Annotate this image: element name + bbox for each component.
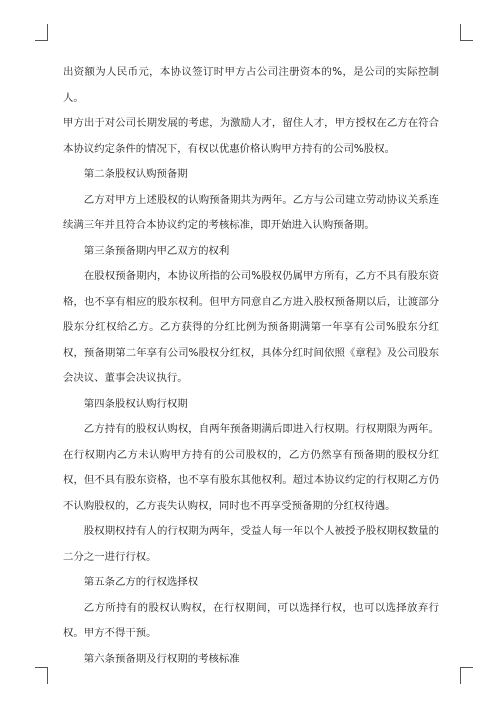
heading-article-4: 第四条股权认购行权期 — [83, 397, 188, 410]
heading-article-5: 第五条乙方的行权选择权 — [83, 576, 199, 588]
paragraph-rights-during-preparation: 在股权预备期内，本协议所指的公司%股权仍属甲方所有，乙方不具有股东资格，也不享有相应的股东权利。但甲方同意自乙方进入股权预备期以后，让渡部分股东分红权给乙方。乙方获得的分红比例为预备期满第一年享有公司%股东分红权，预备期第二年享有公司%股权分红权，具体分红时间依照《章程》及公司股东会决议、董事会决议执行。 — [63, 270, 439, 384]
paragraph-exercise-period: 乙方持有的股权认购权，自两年预备期满后即进入行权期。行权期限为两年。在行权期内乙方未认购甲方持有的公司股权的，乙方仍然享有预备期的股权分红权，但不具有股东资格，也不享有股东其他权利。超过本协议约定的行权期乙方仍不认购股权的，乙方丧失认购权，同时也不再享受预备期的分红权待遇。 — [63, 423, 439, 512]
crop-mark-top-right — [460, 24, 473, 41]
heading-article-2: 第二条股权认购预备期 — [83, 168, 188, 180]
heading-article-6: 第六条预备期及行权期的考核标准 — [83, 652, 240, 665]
paragraph-capital-contribution: 出资额为人民币元，本协议签订时甲方占公司注册资本的%，是公司的实际控制人。 — [63, 66, 439, 104]
heading-article-3: 第三条预备期内甲乙双方的权利 — [83, 244, 230, 257]
paragraph-exercise-option: 乙方所持有的股权认购权，在行权期间，可以选择行权，也可以选择放弃行权。甲方不得干预。 — [63, 601, 439, 639]
paragraph-exercise-schedule: 股权期权持有人的行权期为两年，受益人每一年以个人被授予股权期权数量的二分之一进行行权。 — [63, 525, 439, 563]
document-body — [63, 60, 439, 672]
crop-mark-bottom-right — [460, 667, 473, 684]
paragraph-preparation-period: 乙方对甲方上述股权的认购预备期共为两年。乙方与公司建立劳动协议关系连续满三年并且符合本协议约定的考核标准，即开始进入认购预备期。 — [63, 193, 439, 231]
paragraph-incentive-purpose: 甲方出于对公司长期发展的考虑，为激励人才，留住人才，甲方授权在乙方在符合本协议约定条件的情况下，有权以优惠价格认购甲方持有的公司%股权。 — [63, 117, 439, 155]
crop-mark-top-left — [35, 24, 48, 41]
crop-mark-bottom-left — [35, 667, 48, 684]
